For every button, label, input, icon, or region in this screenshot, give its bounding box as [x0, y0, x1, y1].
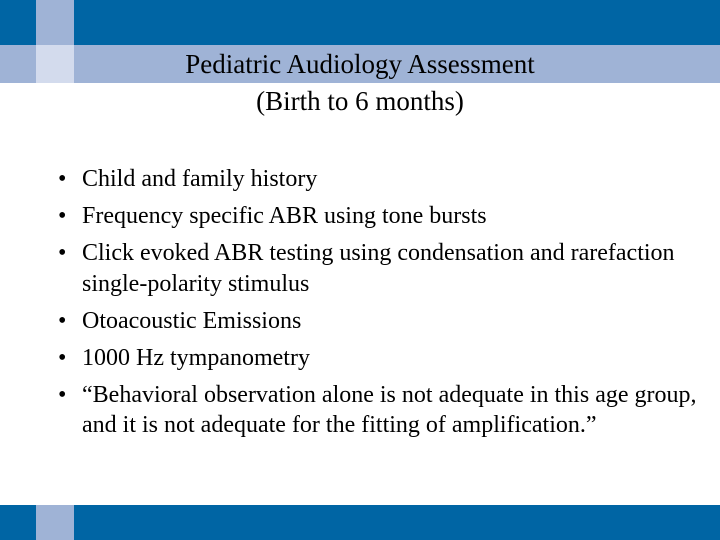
- bullet-icon: •: [58, 203, 67, 229]
- list-item: [58, 306, 698, 337]
- footer-band: [0, 505, 720, 540]
- bullet-icon: •: [58, 307, 67, 334]
- bullet-text: Frequency specific ABR using tone bursts: [82, 203, 487, 229]
- slide-title: [0, 46, 720, 120]
- bullet-text: Otoacoustic Emissions: [82, 307, 302, 334]
- bullet-text: 1000 Hz tympanometry: [82, 344, 310, 371]
- bullet-list: [58, 164, 698, 447]
- title-line-1: Pediatric Audiology Assessment: [185, 49, 535, 79]
- bullet-icon: •: [58, 240, 67, 266]
- bullet-text: Click evoked ABR testing using condensation and rarefaction single-polarity stimulus: [82, 240, 675, 297]
- bullet-icon: •: [58, 166, 67, 192]
- bullet-text: “Behavioral observation alone is not adequate in this age group, and it is not adequate for the fitting of amplification.”: [82, 381, 697, 438]
- list-item: [58, 380, 698, 441]
- bullet-icon: •: [58, 344, 67, 371]
- list-item: [58, 164, 698, 195]
- bullet-icon: •: [58, 381, 67, 408]
- list-item: [58, 201, 698, 232]
- footer-accent-block: [36, 505, 74, 540]
- header-band-dark: [0, 0, 720, 45]
- header-accent-block: [36, 0, 74, 45]
- bullet-text: Child and family history: [82, 166, 318, 192]
- title-line-2: (Birth to 6 months): [256, 86, 464, 116]
- list-item: [58, 343, 698, 374]
- list-item: [58, 238, 698, 299]
